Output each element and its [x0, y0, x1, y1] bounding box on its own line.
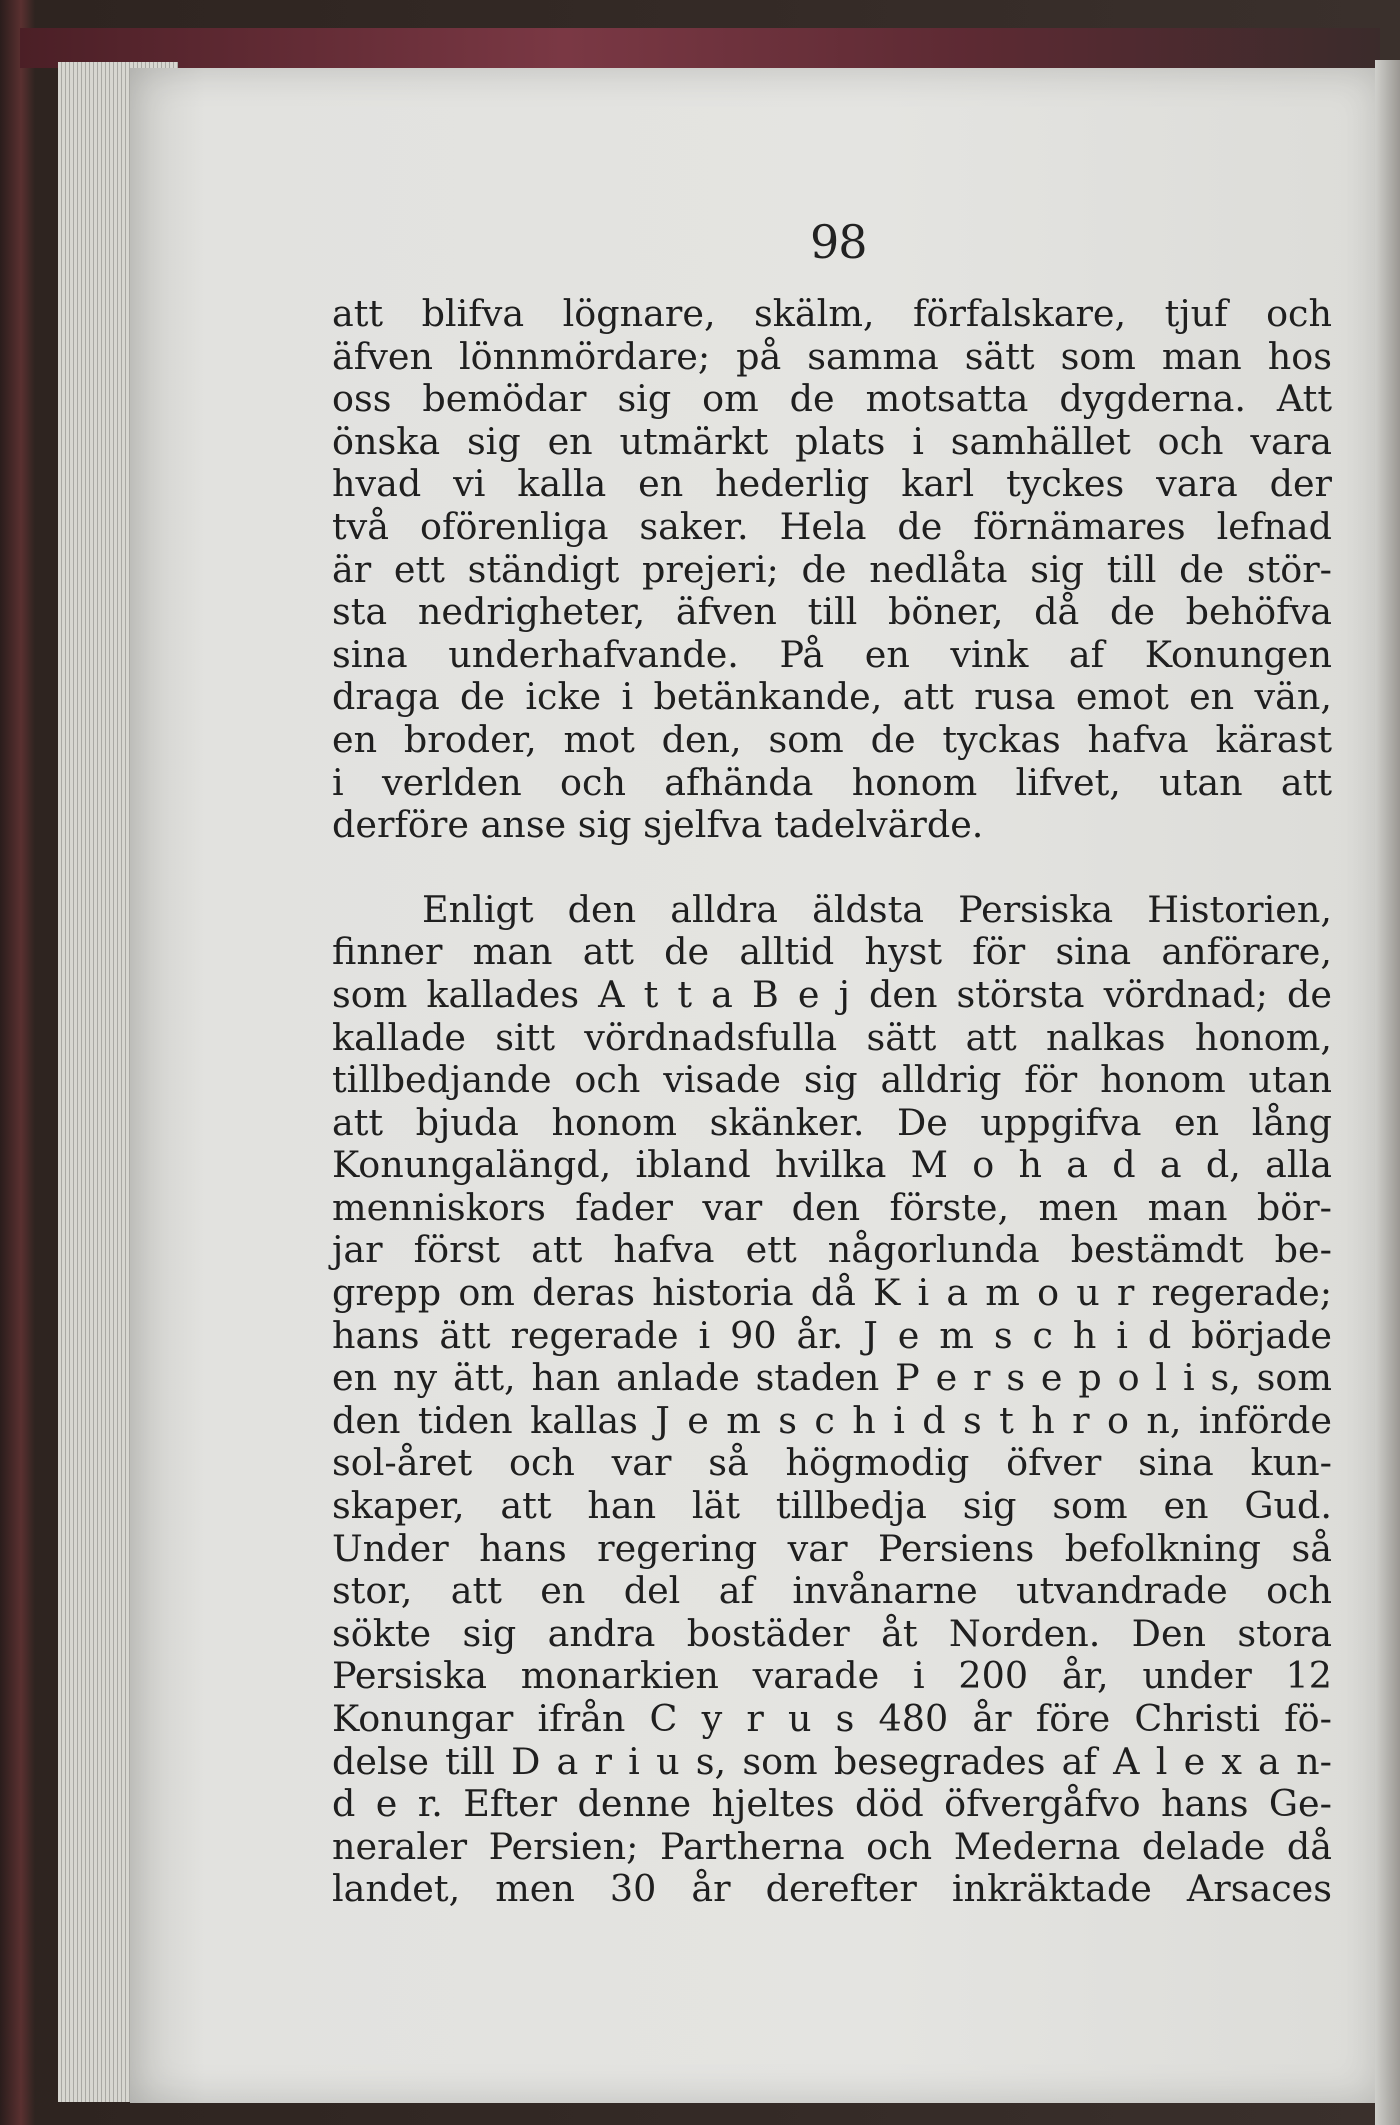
text-line: sol-året och var så högmodig öfver sina kun- — [332, 1441, 1332, 1485]
text-line: en broder, mot den, som de tyckas hafva kärast — [332, 717, 1332, 761]
text-line: tillbedjande och visade sig alldrig för honom utan — [332, 1058, 1332, 1102]
paragraph-gap — [332, 847, 1332, 889]
text-line: önska sig en utmärkt plats i samhället och vara — [332, 419, 1332, 463]
text-line: är ett ständigt prejeri; de nedlåta sig till de stör- — [332, 547, 1332, 591]
text-line: att bjuda honom skänker. De uppgifva en lång — [332, 1100, 1332, 1144]
book-cover-edge — [20, 28, 1380, 68]
text-line: att blifva lögnare, skälm, förfalskare, tjuf och — [332, 292, 1332, 335]
text-line: Persiska monarkien varade i 200 år, under 12 — [332, 1654, 1332, 1698]
text-line: draga de icke i betänkande, att rusa emot en vän, — [332, 675, 1332, 719]
text-line: menniskors fader var den förste, men man bör- — [332, 1185, 1332, 1229]
page-right-edge — [1375, 60, 1400, 2125]
text-line: oss bemödar sig om de motsatta dygderna. Att — [332, 377, 1332, 421]
text-line: jar först att hafva ett någorlunda bestämdt be- — [332, 1228, 1332, 1272]
text-line: derföre anse sig sjelfva tadelvärde. — [332, 803, 984, 847]
body-text — [332, 293, 1332, 1911]
text-line: skaper, att han lät tillbedja sig som en Gud. — [332, 1484, 1332, 1528]
text-line: d e r. Efter denne hjeltes död öfvergåfvo hans Ge- — [332, 1782, 1332, 1826]
text-line: Under hans regering var Persiens befolkning så — [332, 1526, 1332, 1570]
text-line: hvad vi kalla en hederlig karl tyckes vara der — [332, 462, 1332, 506]
text-line: en ny ätt, han anlade staden P e r s e p o l i s, som — [332, 1356, 1332, 1400]
text-line: äfven lönnmördare; på samma sätt som man hos — [332, 334, 1332, 378]
text-line: Enligt den alldra äldsta Persiska Historien, — [422, 887, 1332, 931]
text-line: sina underhafvande. På en vink af Konungen — [332, 632, 1332, 676]
paragraph — [332, 293, 1332, 847]
text-line: sta nedrigheter, äfven till böner, då de behöfva — [332, 590, 1332, 634]
text-line: finner man att de alltid hyst för sina anförare, — [332, 930, 1332, 974]
text-line: i verlden och afhända honom lifvet, utan att — [332, 760, 1332, 804]
text-line: stor, att en del af invånarne utvandrade och — [332, 1569, 1332, 1613]
paragraph — [332, 889, 1332, 1911]
text-line: den tiden kallas J e m s c h i d s t h r o n, införde — [332, 1398, 1332, 1442]
text-line: Konungar ifrån C y r u s 480 år före Christi fö- — [332, 1697, 1332, 1740]
text-line: grepp om deras historia då K i a m o u r regerade; — [332, 1271, 1332, 1315]
text-line: kallade sitt vördnadsfulla sätt att nalkas honom, — [332, 1015, 1332, 1059]
text-line: hans ätt regerade i 90 år. J e m s c h i d började — [332, 1313, 1332, 1357]
page-number: 98 — [810, 215, 867, 269]
text-line: landet, men 30 år derefter inkräktade Arsaces — [332, 1867, 1332, 1911]
text-line: Konungalängd, ibland hvilka M o h a d a d, alla — [332, 1143, 1332, 1187]
text-line: neraler Persien; Partherna och Mederna delade då — [332, 1824, 1332, 1868]
text-line: två oförenliga saker. Hela de förnämares lefnad — [332, 504, 1332, 548]
text-line: delse till D a r i u s, som besegrades af A l e x a n- — [332, 1739, 1332, 1783]
text-line: sökte sig andra bostäder åt Norden. Den stora — [332, 1611, 1332, 1655]
text-line: som kallades A t t a B e j den största vördnad; de — [332, 972, 1332, 1016]
